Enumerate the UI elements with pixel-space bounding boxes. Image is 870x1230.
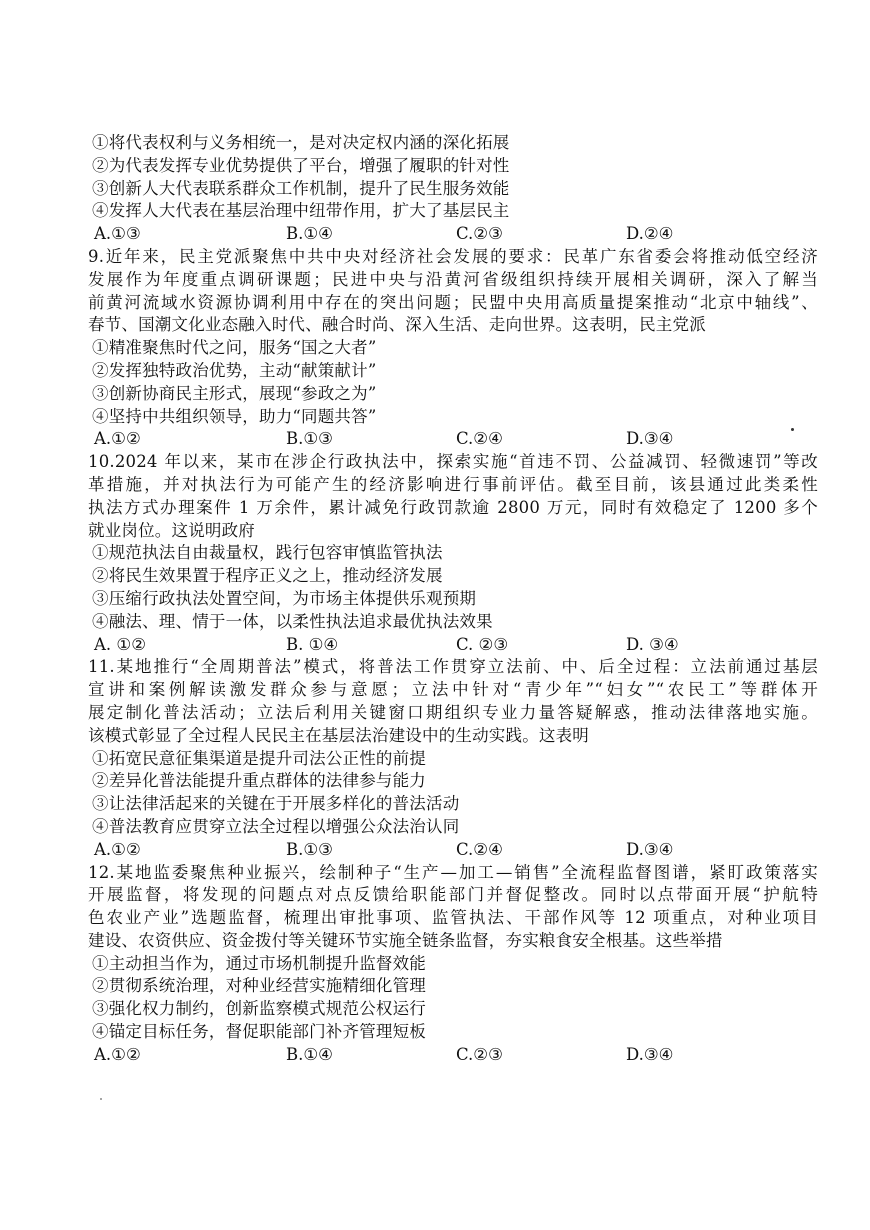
q12-choices bbox=[88, 1044, 818, 1067]
q9-option-4: ④坚持中共组织领导，助力“同题共答” bbox=[92, 406, 377, 426]
q9-choice-d: D.③④ bbox=[626, 429, 674, 449]
q8-choice-b: B.①④ bbox=[286, 224, 333, 244]
q9-choice-c: C.②④ bbox=[456, 429, 503, 449]
question-12 bbox=[88, 862, 818, 1067]
q10-choice-a: A. ①② bbox=[94, 634, 146, 654]
q12-stem-line-2: 开展监督，将发现的问题点对点反馈给职能部门并督促整改。同时以点带面开展“护航特 bbox=[88, 885, 818, 905]
q9-choice-a: A.①② bbox=[94, 429, 141, 449]
q10-option-4: ④融法、理、情于一体，以柔性执法追求最优执法效果 bbox=[92, 611, 493, 631]
question-10 bbox=[88, 451, 818, 656]
question-9 bbox=[88, 246, 818, 451]
q12-choice-a: A.①② bbox=[94, 1044, 141, 1064]
q10-option-1: ①规范执法自由裁量权，践行包容审慎监管执法 bbox=[92, 543, 443, 563]
q9-stem-line-3: 前黄河流域水资源协调利用中存在的突出问题；民盟中央用高质量提案推动“北京中轴线”、 bbox=[88, 292, 818, 312]
q9-stem-line-1: 9.近年来，民主党派聚焦中共中央对经济社会发展的要求：民革广东省委会将推动低空经济 bbox=[88, 246, 818, 266]
q10-option-3: ③压缩行政执法处置空间，为市场主体提供乐观预期 bbox=[92, 588, 477, 608]
q11-option-4: ④普法教育应贯穿立法全过程以增强公众法治认同 bbox=[92, 816, 460, 836]
q10-choice-b: B. ①④ bbox=[286, 634, 339, 654]
exam-page bbox=[88, 132, 818, 1067]
question-11 bbox=[88, 656, 818, 861]
q11-choice-d: D.③④ bbox=[626, 839, 674, 859]
q11-choices bbox=[88, 839, 818, 862]
q8-option-4: ④发挥人大代表在基层治理中纽带作用，扩大了基层民主 bbox=[92, 201, 510, 221]
q10-option-2: ②将民生效果置于程序正义之上，推动经济发展 bbox=[92, 566, 443, 586]
q11-option-1: ①拓宽民意征集渠道是提升司法公正性的前提 bbox=[92, 748, 426, 768]
q12-choice-b: B.①④ bbox=[286, 1044, 333, 1064]
q12-choice-d: D.③④ bbox=[626, 1044, 674, 1064]
q10-choices bbox=[88, 634, 818, 657]
q8-option-3: ③创新人大代表联系群众工作机制，提升了民生服务效能 bbox=[92, 178, 510, 198]
q9-option-3: ③创新协商民主形式，展现“参政之为” bbox=[92, 383, 377, 403]
q10-stem-line-2: 革措施，并对执法行为可能产生的经济影响进行事前评估。截至目前，该县通过此类柔性 bbox=[88, 474, 818, 494]
q12-choice-c: C.②③ bbox=[456, 1044, 503, 1064]
q11-option-2: ②差异化普法能提升重点群体的法律参与能力 bbox=[92, 771, 426, 791]
q12-option-1: ①主动担当作为，通过市场机制提升监督效能 bbox=[92, 953, 426, 973]
q8-choice-d: D.②④ bbox=[626, 224, 674, 244]
q10-choice-c: C. ②③ bbox=[456, 634, 509, 654]
question-8 bbox=[88, 132, 818, 246]
q10-stem-line-1: 10.2024 年以来，某市在涉企行政执法中，探索实施“首违不罚、公益减罚、轻微速罚”等改 bbox=[88, 452, 818, 472]
q9-choices bbox=[88, 428, 818, 451]
q10-choice-d: D. ③④ bbox=[626, 634, 679, 654]
q11-stem-line-1: 11.某地推行“全周期普法”模式，将普法工作贯穿立法前、中、后全过程：立法前通过基层 bbox=[88, 657, 818, 677]
q9-stem-line-2: 发展作为年度重点调研课题；民进中央与沿黄河省级组织持续开展相关调研，深入了解当 bbox=[88, 269, 818, 289]
q11-choice-b: B.①③ bbox=[286, 839, 333, 859]
q8-choices bbox=[88, 223, 818, 246]
q11-choice-c: C.②④ bbox=[456, 839, 503, 859]
q11-option-3: ③让法律活起来的关键在于开展多样化的普法活动 bbox=[92, 794, 460, 814]
q11-stem-line-3: 展定制化普法活动；立法后利用关键窗口期组织专业力量答疑解惑，推动法律落地实施。 bbox=[88, 702, 818, 722]
q12-option-3: ③强化权力制约，创新监察模式规范公权运行 bbox=[92, 999, 426, 1019]
q8-option-1: ①将代表权利与义务相统一，是对决定权内涵的深化拓展 bbox=[92, 133, 510, 152]
q10-stem-line-3: 执法方式办理案件 1 万余件，累计减免行政罚款逾 2800 万元，同时有效稳定了 1200 多个 bbox=[88, 497, 818, 517]
q12-stem-line-3: 色农业产业”选题监督，梳理出审批事项、监管执法、干部作风等 12 项重点，对种业项目 bbox=[88, 908, 818, 928]
q9-option-2: ②发挥独特政治优势，主动“献策献计” bbox=[92, 360, 377, 380]
q12-option-2: ②贯彻系统治理，对种业经营实施精细化管理 bbox=[92, 976, 426, 996]
q8-choice-c: C.②③ bbox=[456, 224, 503, 244]
q11-stem-line-2: 宣讲和案例解读激发群众参与意愿；立法中针对“青少年”“妇女”“农民工”等群体开 bbox=[88, 680, 818, 700]
scan-speck bbox=[791, 428, 794, 431]
q12-stem-line-1: 12.某地监委聚焦种业振兴，绘制种子“生产—加工—销售”全流程监督图谱，紧盯政策落实 bbox=[88, 862, 818, 882]
q11-choice-a: A.①② bbox=[94, 839, 141, 859]
q10-stem-line-4: 就业岗位。这说明政府 bbox=[88, 520, 255, 540]
q12-stem-line-4: 建设、农资供应、资金拨付等关键环节实施全链条监督，夯实粮食安全根基。这些举措 bbox=[88, 930, 723, 950]
scan-speck bbox=[100, 1098, 102, 1100]
q9-stem-line-4: 春节、国潮文化业态融入时代、融合时尚、深入生活、走向世界。这表明，民主党派 bbox=[88, 315, 706, 335]
q12-option-4: ④锚定目标任务，督促职能部门补齐管理短板 bbox=[92, 1022, 426, 1042]
q8-option-2: ②为代表发挥专业优势提供了平台，增强了履职的针对性 bbox=[92, 155, 510, 175]
q11-stem-line-4: 该模式彰显了全过程人民民主在基层法治建设中的生动实践。这表明 bbox=[88, 725, 589, 745]
q9-choice-b: B.①③ bbox=[286, 429, 333, 449]
q8-choice-a: A.①③ bbox=[94, 224, 141, 244]
q9-option-1: ①精准聚焦时代之问，服务“国之大者” bbox=[92, 338, 377, 358]
